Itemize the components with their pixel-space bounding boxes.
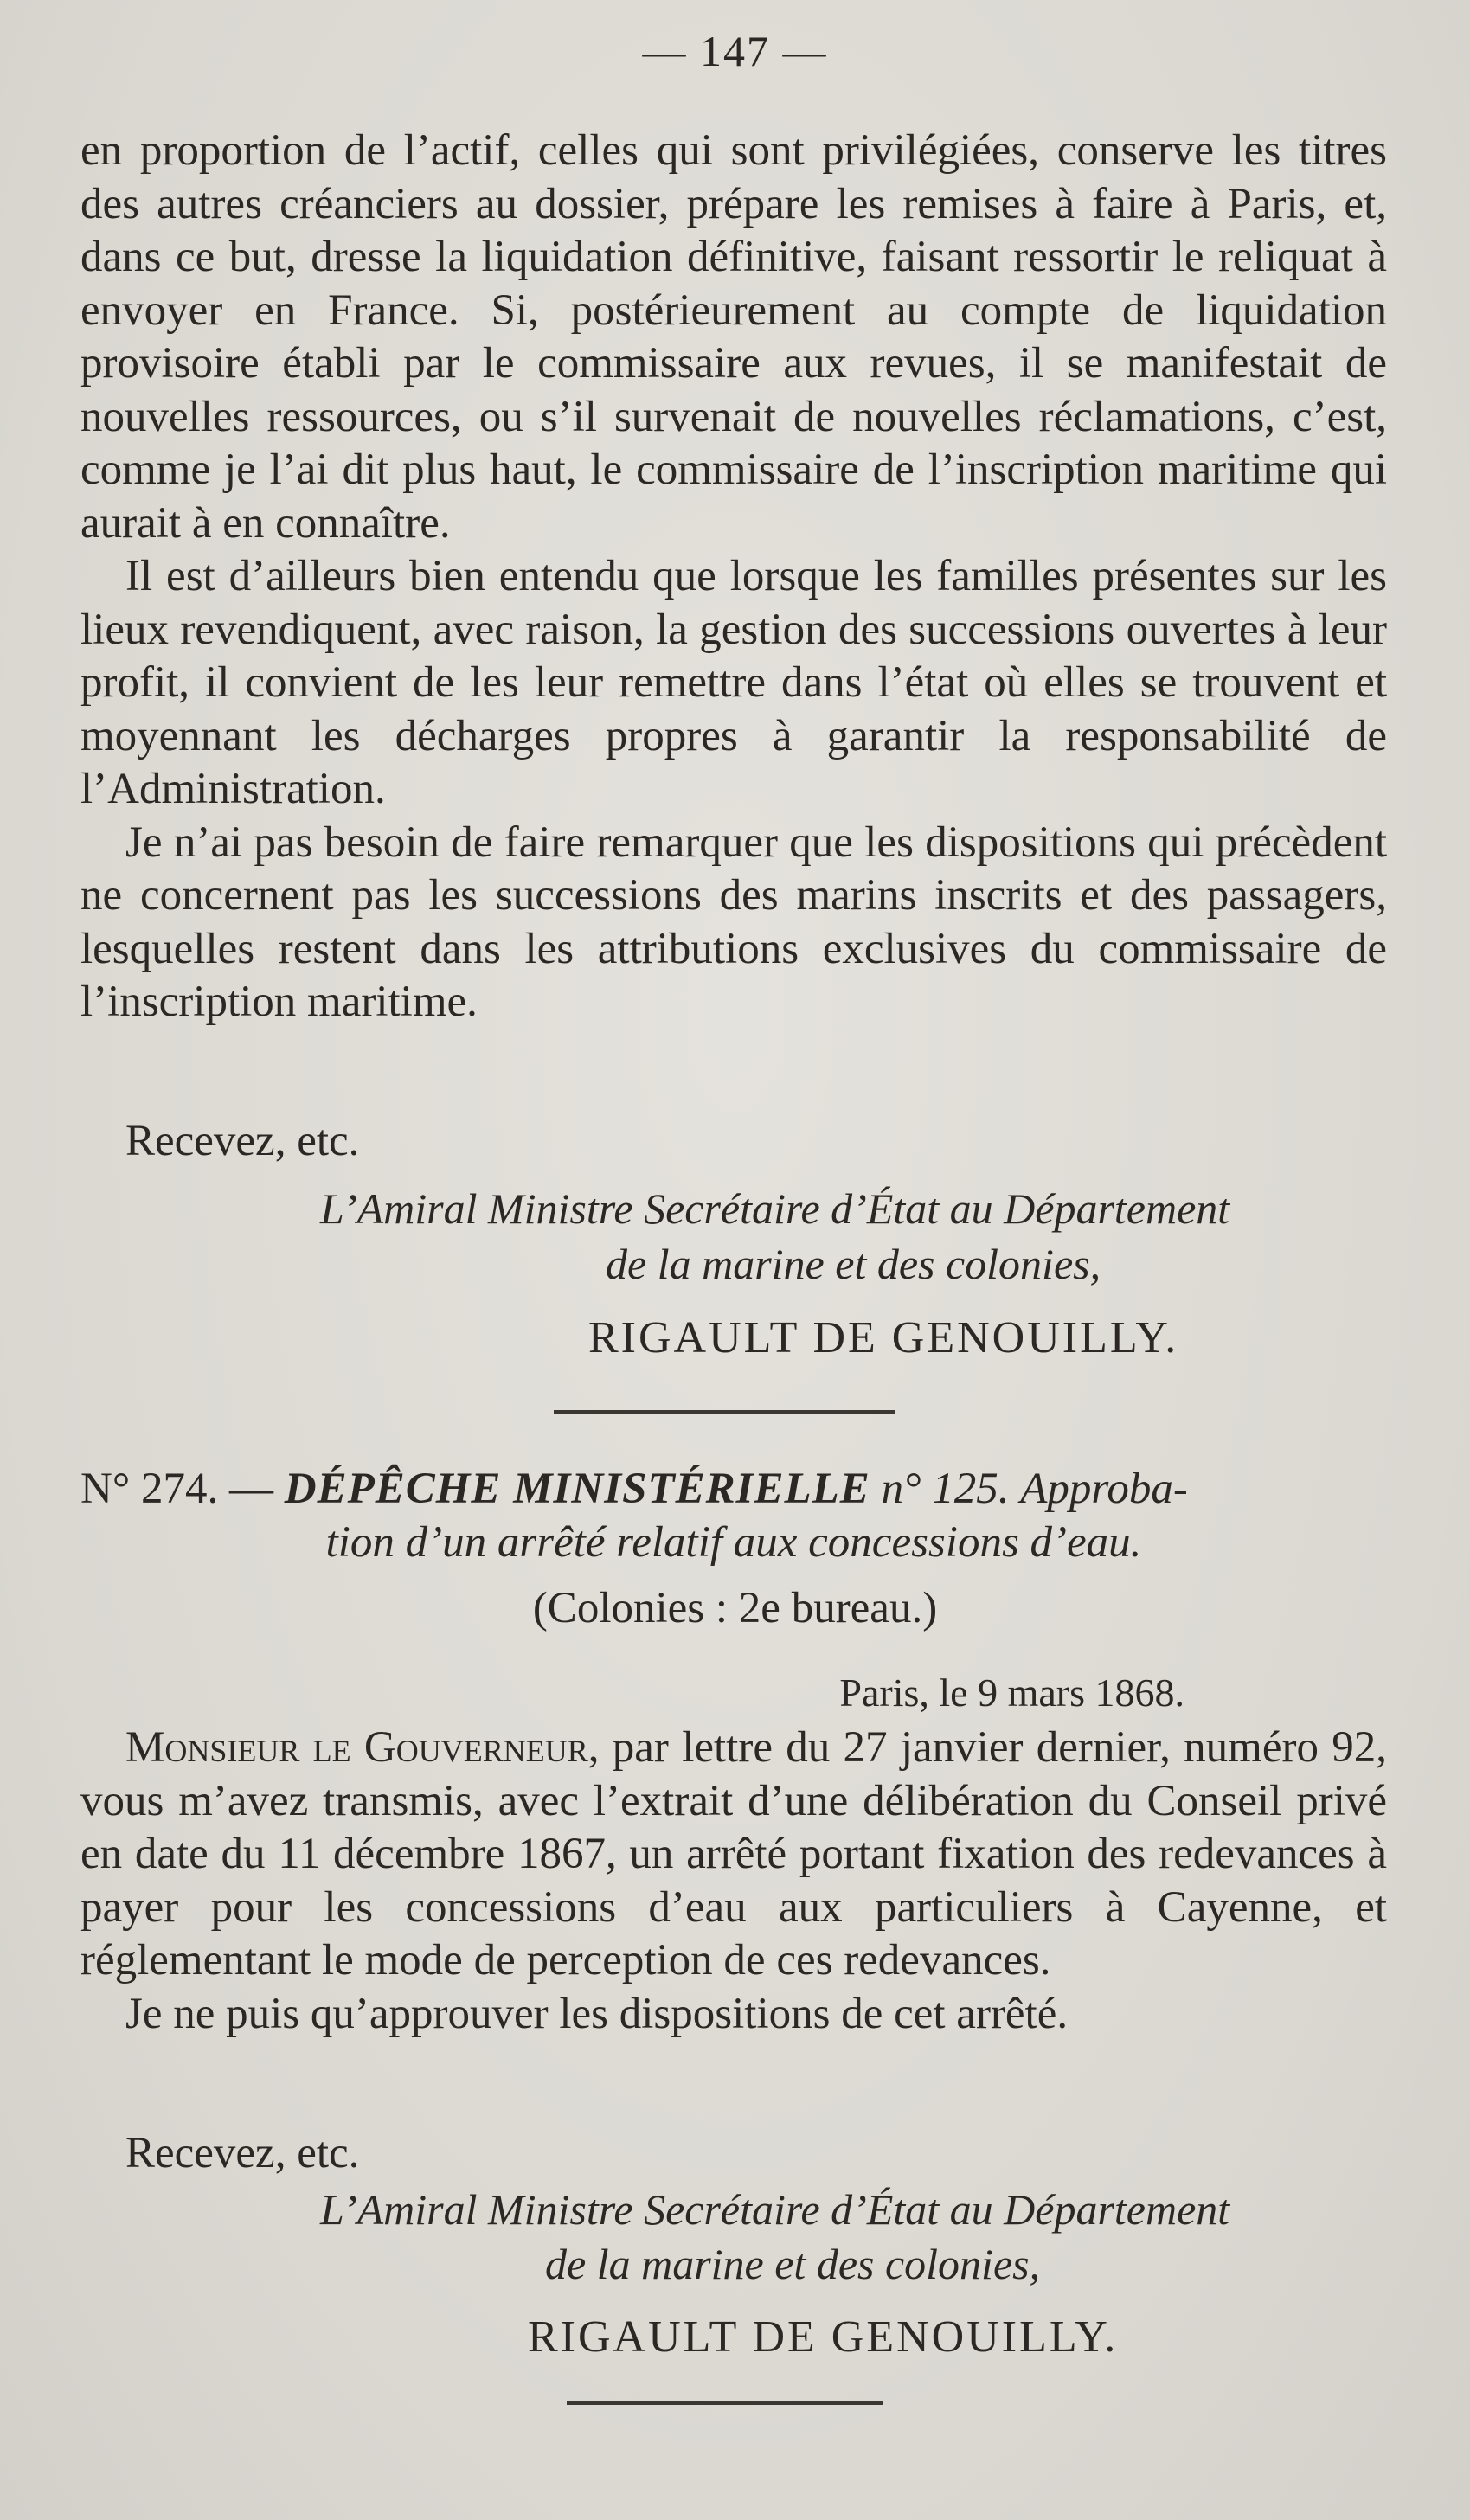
dispatch-subject-line1: Approba- [1020, 1465, 1188, 1513]
dispatch-title-suffix: n° 125. [881, 1465, 1010, 1513]
closing-formula: Recevez, etc. [125, 1117, 360, 1165]
dispatch-title: DÉPÊCHE MINISTÉRIELLE [284, 1465, 870, 1513]
signature-title-line2: de la marine et des colonies, [545, 2240, 1041, 2288]
paragraph: Je n’ai pas besoin de faire remarquer que les dispositions qui précèdent ne concernent pas les successions des marins inscrits et des passagers, lesquelles restent dans les attributions exclusives du commissaire de l’inscription maritime. [80, 818, 1387, 1026]
signature-name: RIGAULT DE GENOUILLY. [588, 1313, 1179, 1363]
dispatch-subject-line2: tion d’un arrêté relatif aux concessions d’eau. [325, 1518, 1142, 1567]
paragraph: Je ne puis qu’approuver les dispositions de cet arrêté. [125, 1989, 1069, 2038]
section-divider [554, 1410, 895, 1414]
paragraph-text: par lettre du 27 janvier dernier, numéro 92, vous m’avez transmis, avec l’extrait d’une délibération du Conseil privé en date du 11 décembre 1867, un arrêté portant fixation des redevances à payer pour les concessions d’eau aux particuliers à Cayenne, et réglementant le mode de perception de ces redevances. [80, 1723, 1387, 1985]
dispatch-heading [80, 1462, 1387, 1569]
salutation: Monsieur le Gouverneur, [125, 1723, 600, 1772]
signature-name: RIGAULT DE GENOUILLY. [528, 2312, 1119, 2362]
closing-formula: Recevez, etc. [125, 2129, 360, 2177]
paragraph: Il est d’ailleurs bien entendu que lorsque les familles présentes sur les lieux revendiquent, avec raison, la gestion des successions ouvertes à leur profit, il convient de les leur remettre dans l’état où elles se trouvent et moyennant les décharges propres à garantir la responsabilité de l’Administration. [80, 552, 1387, 813]
paragraph: en proportion de l’actif, celles qui sont privilégiées, conserve les titres des autres créanciers au dossier, prépare les remises à faire à Paris, et, dans ce but, dresse la liquidation définitive, faisant ressortir le reliquat à envoyer en France. Si, postérieurement au compte de liquidation provisoire établi par le commissaire aux revues, il se manifestait de nouvelles ressources, ou s’il survenait de nouvelles réclamations, c’est, comme je l’ai dit plus haut, le commissaire de l’inscription maritime qui aurait à en connaître. [80, 126, 1387, 548]
signature-title-line2: de la marine et des colonies, [606, 1240, 1101, 1288]
signature-title-line1: L’Amiral Ministre Secrétaire d’État au Département [320, 1184, 1230, 1233]
signature-title-line1: L’Amiral Ministre Secrétaire d’État au Département [320, 2185, 1230, 2234]
dispatch-number: N° 274. — [80, 1465, 273, 1513]
letter-body-1 [80, 125, 1387, 1029]
letter-body-2 [80, 1722, 1387, 2041]
page-number: — 147 — [642, 27, 828, 75]
section-divider [567, 2401, 883, 2405]
paragraph [80, 1722, 1387, 1988]
dispatch-date: Paris, le 9 mars 1868. [839, 1670, 1184, 1715]
bureau-label: (Colonies : 2e bureau.) [532, 1584, 938, 1632]
